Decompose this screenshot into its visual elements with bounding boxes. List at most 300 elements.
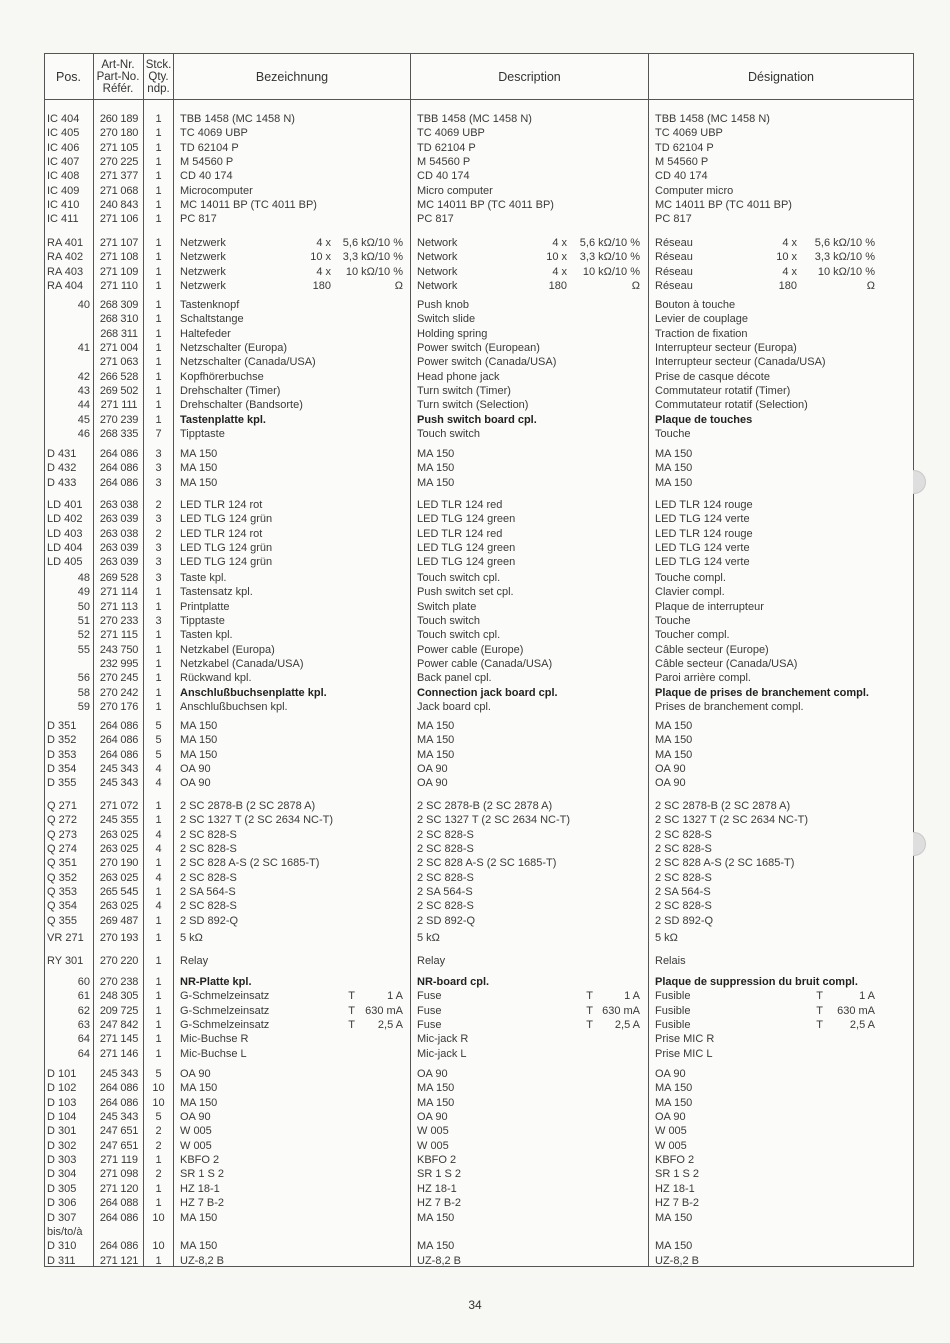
quantity-cell: 1 xyxy=(155,672,162,685)
part-number-cell: 264 086 xyxy=(99,1096,139,1109)
fuse-rating: 1 A xyxy=(624,990,640,1003)
position-cell: D 102 xyxy=(47,1082,77,1095)
position-cell: D 353 xyxy=(47,748,77,761)
designation-cell-de: MA 150 xyxy=(180,476,218,489)
part-number-cell: 271 111 xyxy=(100,399,138,412)
designation-cell-en: Power cable (Europe) xyxy=(417,643,524,656)
network-count: 4 x xyxy=(782,237,797,249)
designation-cell-de: 2 SD 892-Q xyxy=(180,914,239,927)
part-number-cell: 271 106 xyxy=(99,213,139,226)
designation-cell-fr: Réseau xyxy=(655,237,693,249)
position-cell: D 351 xyxy=(47,720,77,732)
table-row xyxy=(45,762,913,776)
page-number: 34 xyxy=(468,1298,482,1312)
designation-cell-en: Turn switch (Selection) xyxy=(417,399,529,412)
quantity-cell: 1 xyxy=(155,251,162,264)
quantity-cell: 1 xyxy=(155,370,162,383)
network-value: 10 kΩ/10 % xyxy=(817,265,875,278)
designation-cell-en: KBFO 2 xyxy=(417,1154,457,1167)
part-number-cell: 263 038 xyxy=(99,499,139,511)
part-number-cell: 245 343 xyxy=(99,1111,139,1124)
part-number-cell: 270 245 xyxy=(99,672,139,685)
table-row xyxy=(45,700,913,714)
designation-cell-de: MA 150 xyxy=(180,1240,218,1253)
table-row xyxy=(45,427,913,441)
table-row xyxy=(45,476,913,490)
fuse-type: T xyxy=(816,1004,823,1017)
designation-cell-fr: MC 14011 BP (TC 4011 BP) xyxy=(655,199,792,212)
table-row xyxy=(45,341,913,355)
table-row xyxy=(45,885,913,899)
designation-cell-fr: LED TLR 124 rouge xyxy=(655,527,753,540)
part-number-cell: 269 502 xyxy=(99,385,139,398)
fuse-type: T xyxy=(586,990,593,1003)
quantity-cell: 1 xyxy=(155,1182,162,1195)
part-number-cell: 264 086 xyxy=(99,720,139,732)
part-number-cell: 271 114 xyxy=(100,586,138,599)
position-cell: 45 xyxy=(77,413,90,426)
quantity-cell: 10 xyxy=(152,1240,165,1253)
designation-cell-fr: TC 4069 UBP xyxy=(655,127,723,140)
position-cell: VR 271 xyxy=(47,932,84,944)
position-cell: 61 xyxy=(77,990,90,1003)
designation-cell-en: MA 150 xyxy=(417,476,455,489)
position-cell: IC 409 xyxy=(47,184,80,197)
designation-cell-en: Mic-jack R xyxy=(417,1033,469,1046)
part-number-cell: 240 843 xyxy=(99,199,139,212)
position-cell: Q 273 xyxy=(47,828,77,841)
quantity-cell: 1 xyxy=(155,800,162,812)
designation-cell-en: MA 150 xyxy=(417,1082,455,1095)
position-cell: LD 401 xyxy=(47,499,83,511)
table-row xyxy=(45,813,913,827)
quantity-cell: 1 xyxy=(155,156,162,169)
designation-cell-fr: 5 kΩ xyxy=(655,932,678,944)
position-cell: RA 401 xyxy=(47,237,84,249)
network-value: 3,3 kΩ/10 % xyxy=(814,251,875,264)
quantity-cell: 3 xyxy=(155,462,162,475)
position-cell: 64 xyxy=(77,1047,90,1060)
designation-cell-de: HZ 18-1 xyxy=(180,1182,220,1195)
part-number-cell: 269 487 xyxy=(99,914,139,927)
quantity-cell: 1 xyxy=(155,399,162,412)
part-number-cell: 264 086 xyxy=(99,1082,139,1095)
designation-cell-en: 2 SC 828-S xyxy=(417,871,474,884)
position-cell: Q 355 xyxy=(47,914,77,927)
position-cell: D 304 xyxy=(47,1168,77,1181)
designation-cell-en: Micro computer xyxy=(417,184,493,197)
designation-cell-de: MA 150 xyxy=(180,1211,218,1224)
fuse-rating: 1 A xyxy=(387,990,403,1003)
designation-cell-fr: MA 150 xyxy=(655,1211,693,1224)
designation-cell-de: Tastensatz kpl. xyxy=(180,586,253,599)
position-cell: IC 405 xyxy=(47,127,80,140)
part-number-cell: 270 220 xyxy=(99,955,139,967)
designation-cell-fr: OA 90 xyxy=(655,1068,686,1080)
designation-cell-de: G-Schmelzeinsatz xyxy=(180,1004,270,1017)
network-count: 4 x xyxy=(552,237,567,249)
designation-cell-de: MA 150 xyxy=(180,748,218,761)
designation-cell-en: MA 150 xyxy=(417,1240,455,1253)
quantity-cell: 1 xyxy=(155,385,162,398)
network-value: 5,6 kΩ/10 % xyxy=(342,237,403,249)
designation-cell-de: MA 150 xyxy=(180,448,218,460)
designation-cell-fr: Traction de fixation xyxy=(655,327,748,340)
fuse-type: T xyxy=(348,990,355,1003)
designation-cell-de: 2 SC 828-S xyxy=(180,828,237,841)
position-cell: Q 353 xyxy=(47,886,77,899)
position-cell: IC 404 xyxy=(47,113,80,125)
quantity-cell: 1 xyxy=(155,413,162,426)
part-number-cell: 247 842 xyxy=(99,1019,139,1032)
quantity-cell: 5 xyxy=(155,720,162,732)
designation-cell-en: OA 90 xyxy=(417,777,448,790)
table-row xyxy=(45,1211,913,1225)
designation-cell-fr: 2 SC 828-S xyxy=(655,843,712,856)
network-value: 10 kΩ/10 % xyxy=(345,265,403,278)
table-row xyxy=(45,799,913,813)
part-number-cell: 264 086 xyxy=(99,476,139,489)
table-row xyxy=(45,1124,913,1138)
part-number-cell: 247 651 xyxy=(99,1139,139,1152)
position-cell: IC 407 xyxy=(47,156,80,169)
table-row xyxy=(45,355,913,369)
position-cell: D 307 xyxy=(47,1211,77,1224)
quantity-cell: 4 xyxy=(155,777,162,790)
table-row xyxy=(45,461,913,475)
table-row xyxy=(45,585,913,599)
designation-cell-en: CD 40 174 xyxy=(417,170,470,183)
designation-cell-fr: Plaque de interrupteur xyxy=(655,600,764,613)
designation-cell-en: 2 SC 828 A-S (2 SC 1685-T) xyxy=(417,857,557,870)
quantity-cell: 1 xyxy=(155,686,162,699)
designation-cell-en: Push switch board cpl. xyxy=(417,413,537,426)
designation-cell-fr: Prises de branchement compl. xyxy=(655,701,804,714)
table-row xyxy=(45,954,913,968)
table-row xyxy=(45,643,913,657)
quantity-cell: 5 xyxy=(155,748,162,761)
designation-cell-de: Netzwerk xyxy=(180,280,226,293)
designation-cell-fr: OA 90 xyxy=(655,1111,686,1124)
table-row xyxy=(45,512,913,526)
quantity-cell: 1 xyxy=(155,1047,162,1060)
designation-cell-de: Anschlußbuchsenplatte kpl. xyxy=(180,686,327,699)
position-cell: D 302 xyxy=(47,1139,77,1152)
quantity-cell: 2 xyxy=(155,1125,162,1138)
designation-cell-fr: Prise MIC R xyxy=(655,1033,715,1046)
part-number-cell: 264 086 xyxy=(99,734,139,747)
designation-cell-en: 2 SC 828-S xyxy=(417,843,474,856)
header-qty: Stck. Qty. ndp. xyxy=(145,58,172,95)
part-number-cell: 270 225 xyxy=(99,156,139,169)
designation-cell-de: Netzschalter (Europa) xyxy=(180,342,287,355)
table-row xyxy=(45,1047,913,1061)
quantity-cell: 1 xyxy=(155,327,162,340)
designation-cell-de: Netzkabel (Europa) xyxy=(180,643,275,656)
table-row xyxy=(45,498,913,512)
quantity-cell: 1 xyxy=(155,313,162,326)
parts-list-table xyxy=(44,53,914,1267)
quantity-cell: 1 xyxy=(155,1019,162,1032)
part-number-cell: 263 038 xyxy=(99,527,139,540)
designation-cell-de: TD 62104 P xyxy=(180,141,239,154)
designation-cell-de: Microcomputer xyxy=(180,184,253,197)
network-value: 10 kΩ/10 % xyxy=(582,265,640,278)
designation-cell-fr: KBFO 2 xyxy=(655,1154,695,1167)
designation-cell-de: W 005 xyxy=(180,1125,212,1138)
position-cell: D 354 xyxy=(47,763,77,776)
quantity-cell: 1 xyxy=(155,643,162,656)
quantity-cell: 1 xyxy=(155,976,162,988)
quantity-cell: 3 xyxy=(155,572,162,584)
quantity-cell: 1 xyxy=(155,1033,162,1046)
position-cell: IC 406 xyxy=(47,141,80,154)
designation-cell-de: Relay xyxy=(180,955,209,967)
position-cell: IC 411 xyxy=(47,213,79,226)
table-row xyxy=(45,856,913,870)
quantity-cell: 1 xyxy=(155,199,162,212)
part-number-cell: 269 528 xyxy=(99,572,139,584)
part-number-cell: 271 107 xyxy=(99,237,139,249)
designation-cell-en: Touch switch xyxy=(417,615,480,628)
table-row xyxy=(45,212,913,226)
part-number-cell: 243 750 xyxy=(99,643,139,656)
designation-cell-de: OA 90 xyxy=(180,1111,211,1124)
position-cell: D 432 xyxy=(47,462,77,475)
designation-cell-fr: OA 90 xyxy=(655,763,686,776)
table-row xyxy=(45,413,913,427)
designation-cell-de: G-Schmelzeinsatz xyxy=(180,990,270,1003)
designation-cell-de: Netzkabel (Canada/USA) xyxy=(180,658,304,671)
designation-cell-fr: MA 150 xyxy=(655,462,693,475)
designation-cell-fr: M 54560 P xyxy=(655,156,709,169)
designation-cell-de: 2 SC 2878-B (2 SC 2878 A) xyxy=(180,800,316,812)
network-count: 10 x xyxy=(776,251,797,264)
designation-cell-en: W 005 xyxy=(417,1125,449,1138)
table-row xyxy=(45,989,913,1003)
position-cell: 58 xyxy=(77,686,90,699)
table-row xyxy=(45,112,913,126)
designation-cell-en: 2 SC 828-S xyxy=(417,900,474,913)
designation-cell-de: HZ 7 B-2 xyxy=(180,1197,225,1210)
part-number-cell: 271 119 xyxy=(100,1154,138,1167)
designation-cell-de: LED TLR 124 rot xyxy=(180,527,263,540)
designation-cell-en: MC 14011 BP (TC 4011 BP) xyxy=(417,199,554,212)
table-row xyxy=(45,571,913,585)
quantity-cell: 10 xyxy=(152,1082,165,1095)
fuse-type: T xyxy=(586,1019,593,1032)
designation-cell-fr: OA 90 xyxy=(655,777,686,790)
designation-cell-fr: 2 SC 2878-B (2 SC 2878 A) xyxy=(655,800,791,812)
designation-cell-fr: Clavier compl. xyxy=(655,586,725,599)
designation-cell-de: 5 kΩ xyxy=(180,932,203,944)
quantity-cell: 2 xyxy=(155,1139,162,1152)
part-number-cell: 270 176 xyxy=(99,701,139,714)
quantity-cell: 4 xyxy=(155,843,162,856)
punch-hole-mark xyxy=(913,832,926,856)
header-bezeichnung: Bezeichnung xyxy=(255,69,329,84)
designation-cell-en: MA 150 xyxy=(417,462,455,475)
quantity-cell: 1 xyxy=(155,586,162,599)
quantity-cell: 2 xyxy=(155,527,162,540)
designation-cell-fr: PC 817 xyxy=(655,213,692,226)
designation-cell-en: UZ-8,2 B xyxy=(417,1254,462,1267)
position-cell: LD 404 xyxy=(47,542,83,555)
designation-cell-de: LED TLR 124 rot xyxy=(180,499,263,511)
designation-cell-de: Kopfhörerbuchse xyxy=(180,370,264,383)
position-cell: RY 301 xyxy=(47,955,84,967)
table-row xyxy=(45,1067,913,1081)
position-cell: 50 xyxy=(77,600,90,613)
designation-cell-en: 5 kΩ xyxy=(417,932,440,944)
designation-cell-en: Network xyxy=(417,265,458,278)
punch-hole-mark xyxy=(913,470,926,494)
designation-cell-en: LED TLG 124 green xyxy=(417,556,516,569)
designation-cell-en: Mic-jack L xyxy=(417,1047,467,1060)
table-row xyxy=(45,1225,913,1239)
table-row xyxy=(45,1004,913,1018)
part-number-cell: 232 995 xyxy=(99,658,139,671)
position-cell: 41 xyxy=(77,342,90,355)
position-cell: RA 402 xyxy=(47,251,84,264)
quantity-cell: 1 xyxy=(155,356,162,369)
part-number-cell: 265 545 xyxy=(99,886,139,899)
position-cell: Q 351 xyxy=(47,857,77,870)
designation-cell-de: OA 90 xyxy=(180,763,211,776)
part-number-cell: 263 025 xyxy=(99,900,139,913)
designation-cell-de: MA 150 xyxy=(180,462,218,475)
quantity-cell: 3 xyxy=(155,556,162,569)
part-number-cell: 247 651 xyxy=(99,1125,139,1138)
designation-cell-de: 2 SC 828-S xyxy=(180,900,237,913)
position-cell: LD 405 xyxy=(47,556,83,569)
designation-cell-en: 2 SC 1327 T (2 SC 2634 NC-T) xyxy=(417,814,571,827)
position-cell: Q 354 xyxy=(47,900,77,913)
designation-cell-fr: Interrupteur secteur (Europa) xyxy=(655,342,797,355)
designation-cell-de: MA 150 xyxy=(180,1082,218,1095)
table-row xyxy=(45,279,913,293)
designation-cell-fr: MA 150 xyxy=(655,448,693,460)
designation-cell-de: Netzwerk xyxy=(180,251,226,264)
table-row xyxy=(45,1153,913,1167)
header-pos: Pos. xyxy=(55,69,81,84)
designation-cell-de: NR-Platte kpl. xyxy=(180,976,252,988)
table-row xyxy=(45,236,913,250)
designation-cell-de: OA 90 xyxy=(180,777,211,790)
fuse-rating: 2,5 A xyxy=(849,1019,875,1032)
part-number-cell: 266 528 xyxy=(99,370,139,383)
designation-cell-fr: UZ-8,2 B xyxy=(655,1254,700,1267)
designation-cell-de: TBB 1458 (MC 1458 N) xyxy=(180,113,295,125)
designation-cell-en: Switch slide xyxy=(417,313,476,326)
part-number-cell: 264 086 xyxy=(99,462,139,475)
designation-cell-fr: MA 150 xyxy=(655,1240,693,1253)
designation-cell-fr: 2 SC 828-S xyxy=(655,900,712,913)
designation-cell-fr: Fusible xyxy=(655,990,691,1003)
designation-cell-en: MA 150 xyxy=(417,720,455,732)
position-cell: 60 xyxy=(77,976,90,988)
quantity-cell: 1 xyxy=(155,280,162,293)
quantity-cell: 1 xyxy=(155,932,162,944)
network-value: 5,6 kΩ/10 % xyxy=(814,237,875,249)
position-cell: D 104 xyxy=(47,1111,77,1124)
designation-cell-de: Tipptaste xyxy=(180,615,225,628)
part-number-cell: 245 343 xyxy=(99,1068,139,1080)
designation-cell-fr: Réseau xyxy=(655,265,693,278)
quantity-cell: 1 xyxy=(155,213,162,226)
part-number-cell: 271 113 xyxy=(100,600,138,613)
table-row xyxy=(45,1096,913,1110)
table-row xyxy=(45,141,913,155)
part-number-cell: 270 190 xyxy=(99,857,139,870)
quantity-cell: 3 xyxy=(155,448,162,460)
quantity-cell: 3 xyxy=(155,513,162,526)
designation-cell-de: W 005 xyxy=(180,1139,212,1152)
part-number-cell: 271 098 xyxy=(99,1168,139,1181)
position-cell: 59 xyxy=(77,701,90,714)
designation-cell-de: Mic-Buchse L xyxy=(180,1047,247,1060)
designation-cell-fr: HZ 18-1 xyxy=(655,1182,695,1195)
designation-cell-de: UZ-8,2 B xyxy=(180,1254,225,1267)
quantity-cell: 1 xyxy=(155,1254,162,1267)
designation-cell-de: Rückwand kpl. xyxy=(180,672,252,685)
fuse-type: T xyxy=(586,1004,593,1017)
designation-cell-fr: 2 SC 828 A-S (2 SC 1685-T) xyxy=(655,857,795,870)
quantity-cell: 1 xyxy=(155,184,162,197)
quantity-cell: 1 xyxy=(155,299,162,311)
quantity-cell: 1 xyxy=(155,265,162,278)
fuse-rating: 1 A xyxy=(859,990,875,1003)
designation-cell-fr: 2 SD 892-Q xyxy=(655,914,714,927)
table-row xyxy=(45,975,913,989)
designation-cell-de: Netzwerk xyxy=(180,237,226,249)
designation-cell-de: Taste kpl. xyxy=(180,572,227,584)
designation-cell-en: SR 1 S 2 xyxy=(417,1168,462,1181)
quantity-cell: 3 xyxy=(155,615,162,628)
quantity-cell: 1 xyxy=(155,600,162,613)
table-row xyxy=(45,184,913,198)
designation-cell-fr: Réseau xyxy=(655,280,693,293)
designation-cell-en: TBB 1458 (MC 1458 N) xyxy=(417,113,532,125)
designation-cell-en: MA 150 xyxy=(417,448,455,460)
part-number-cell: 271 110 xyxy=(100,280,138,293)
part-number-cell: 270 238 xyxy=(99,976,139,988)
position-cell: bis/to/à xyxy=(47,1225,83,1238)
table-row xyxy=(45,614,913,628)
designation-cell-fr: Prise MIC L xyxy=(655,1047,713,1060)
designation-cell-fr: Fusible xyxy=(655,1019,691,1032)
table-row xyxy=(45,384,913,398)
designation-cell-en: Push knob xyxy=(417,299,469,311)
part-number-cell: 245 343 xyxy=(99,777,139,790)
quantity-cell: 1 xyxy=(155,1154,162,1167)
designation-cell-en: Jack board cpl. xyxy=(417,701,491,714)
table-row xyxy=(45,1139,913,1153)
designation-cell-en: LED TLG 124 green xyxy=(417,542,516,555)
position-cell: LD 402 xyxy=(47,513,83,526)
quantity-cell: 4 xyxy=(155,900,162,913)
network-count: 4 x xyxy=(782,265,797,278)
position-cell: 51 xyxy=(77,615,90,628)
designation-cell-fr: MA 150 xyxy=(655,720,693,732)
quantity-cell: 4 xyxy=(155,871,162,884)
fuse-type: T xyxy=(816,1019,823,1032)
position-cell: D 311 xyxy=(47,1254,76,1267)
part-number-cell: 270 193 xyxy=(99,932,139,944)
position-cell: D 301 xyxy=(47,1125,77,1138)
part-number-cell: 271 109 xyxy=(99,265,139,278)
fuse-type: T xyxy=(348,1019,355,1032)
